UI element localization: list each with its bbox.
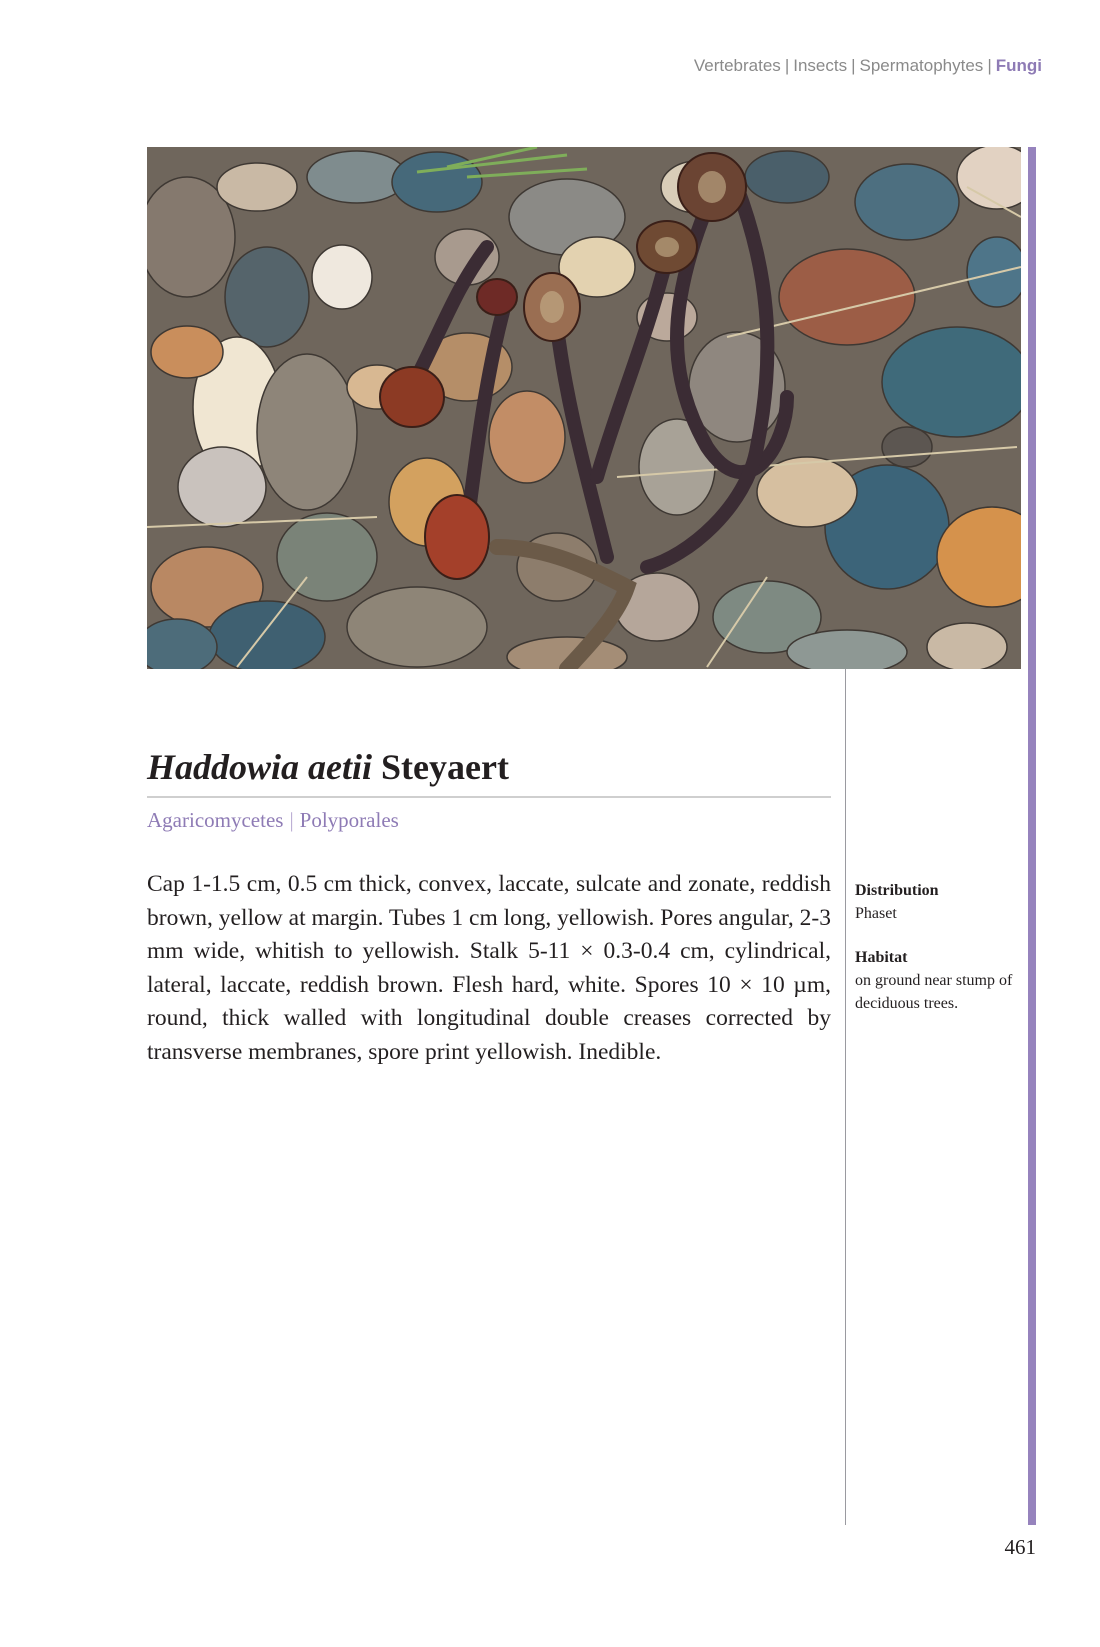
info-sidebar [855, 879, 1020, 1015]
section-nav [694, 56, 1042, 76]
page-number: 461 [1004, 1535, 1036, 1559]
accent-bar [1028, 147, 1036, 1525]
distribution-label: Distribution [855, 882, 939, 899]
species-binomial: Haddowia aetii [147, 747, 372, 787]
nav-separator: | [987, 56, 992, 75]
taxon-order: Polyporales [299, 808, 399, 832]
species-photo [147, 147, 1021, 669]
nav-separator: | [851, 56, 856, 75]
nav-item-spermatophytes[interactable]: Spermatophytes [859, 56, 984, 75]
habitat-label: Habitat [855, 949, 908, 966]
nav-item-vertebrates[interactable]: Vertebrates [693, 56, 781, 75]
habitat-value: on ground near stump of deciduous trees. [855, 972, 1013, 1012]
species-title [147, 746, 509, 788]
taxon-separator: | [289, 808, 294, 832]
column-divider [845, 669, 846, 1525]
title-divider [147, 796, 831, 798]
nav-item-insects[interactable]: Insects [793, 56, 848, 75]
taxonomy-line [147, 808, 399, 833]
nav-item-fungi[interactable]: Fungi [995, 56, 1042, 75]
species-author: Steyaert [381, 747, 509, 787]
species-description: Cap 1-1.5 cm, 0.5 cm thick, convex, laccate, sulcate and zonate, reddish brown, yellow at margin. Tubes 1 cm long, yellowish. Pores angular, 2-3 mm wide, whitish to yellowish. Stalk 5-11 × 0.3-0.4 cm, cylindrical, lateral, laccate, reddish brown. Flesh hard, white. Spores 10 × 10 µm, round, thick walled with longitudinal double creases corrected by transverse membranes, spore print yellowish. Inedible. [147, 871, 831, 1065]
nav-separator: | [784, 56, 790, 75]
distribution-value: Phaset [855, 905, 897, 922]
taxon-class: Agaricomycetes [147, 808, 284, 832]
pebbles-mushroom-illustration [147, 147, 1021, 669]
